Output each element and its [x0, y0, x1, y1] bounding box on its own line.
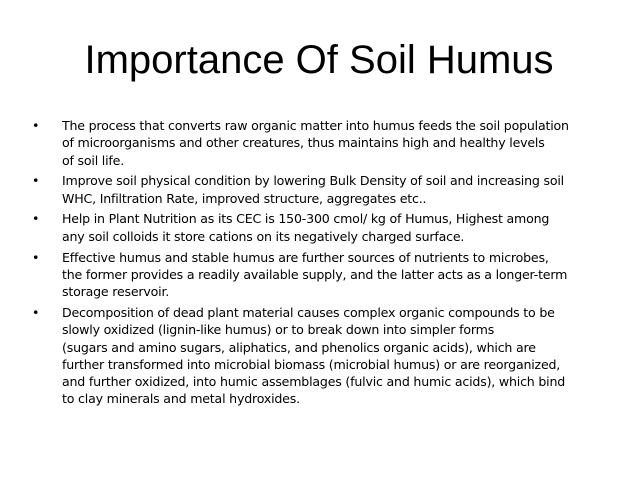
- bullet-text-line: Help in Plant Nutrition as its CEC is 150-300 cmol/ kg of Humus, Highest among: [62, 211, 550, 227]
- bullet-item: [32, 304, 626, 408]
- bullet-list: [32, 117, 626, 411]
- bullet-text-line: WHC, Infiltration Rate, improved structure, aggregates etc..: [62, 190, 427, 206]
- bullet-text-line: Decomposition of dead plant material causes complex organic compounds to be: [62, 304, 555, 320]
- bullet-text-line: Effective humus and stable humus are further sources of nutrients to microbes,: [62, 249, 549, 265]
- bullet-text-line: of microorganisms and other creatures, thus maintains high and healthy levels: [62, 135, 545, 151]
- bullet-text-line: any soil colloids it store cations on its negatively charged surface.: [62, 228, 465, 244]
- bullet-text-line: the former provides a readily available supply, and the latter acts as a longer-term: [62, 266, 568, 282]
- bullet-text-line: and further oxidized, into humic assemblages (fulvic and humic acids), which bind: [62, 374, 566, 390]
- bullet-item: [32, 172, 626, 207]
- bullet-item: [32, 117, 626, 169]
- bullet-marker: •: [32, 173, 40, 189]
- bullet-text-line: (sugars and amino sugars, aliphatics, and phenolics organic acids), which are: [62, 339, 536, 355]
- bullet-text-line: slowly oxidized (lignin-like humus) or to break down into simpler forms: [62, 322, 495, 338]
- bullet-marker: •: [32, 211, 40, 227]
- bullet-item: [32, 249, 626, 301]
- bullet-marker: •: [32, 118, 40, 133]
- bullet-text-line: The process that converts raw organic matter into humus feeds the soil population: [62, 118, 569, 133]
- bullet-text-line: Improve soil physical condition by lowering Bulk Density of soil and increasing soil: [62, 173, 564, 189]
- bullet-item: [32, 210, 626, 245]
- bullet-marker: •: [32, 304, 40, 320]
- bullet-marker: •: [32, 249, 40, 265]
- bullet-text-line: further transformed into microbial biomass (microbial humus) or are reorganized,: [62, 356, 561, 372]
- slide-title: Importance Of Soil Humus: [84, 38, 554, 82]
- bullet-text-line: storage reservoir.: [62, 284, 170, 300]
- bullet-text-line: to clay minerals and metal hydroxides.: [62, 391, 300, 407]
- bullet-text-line: of soil life.: [62, 152, 124, 168]
